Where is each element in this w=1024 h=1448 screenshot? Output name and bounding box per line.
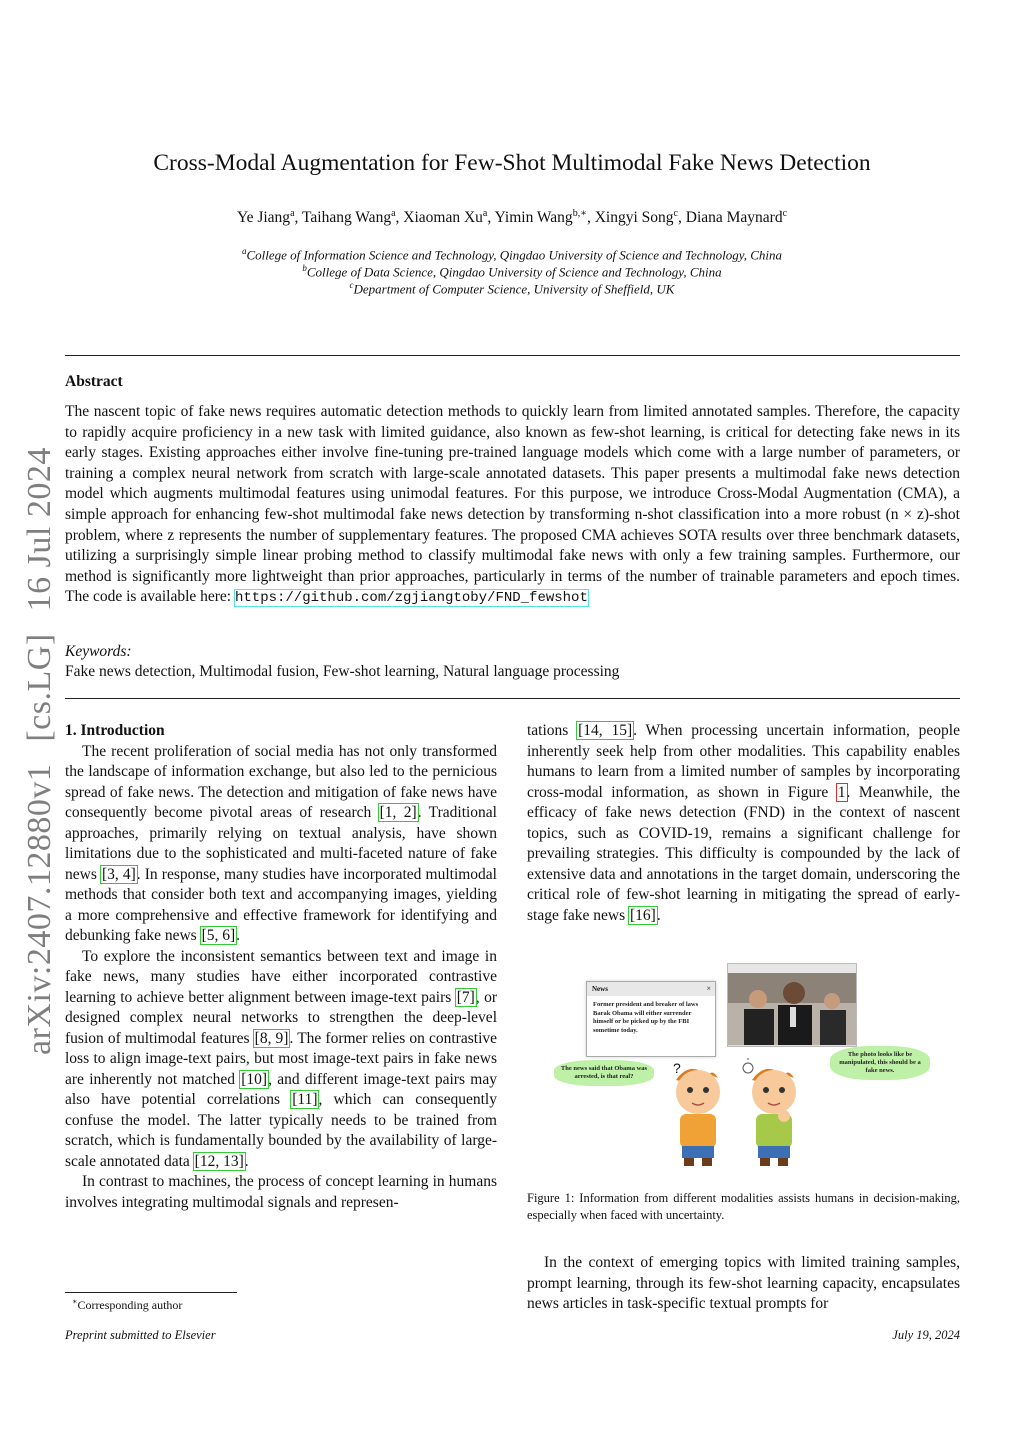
top-divider (65, 355, 960, 356)
author-name: Taihang Wang (302, 209, 392, 227)
news-photo-window (727, 963, 857, 1047)
code-url-link[interactable]: https://github.com/zgjiangtoby/FND_fewshot (235, 590, 588, 607)
affiliation-text: Department of Computer Science, University of Sheffield, UK (353, 281, 675, 297)
text-run: . (656, 906, 661, 924)
text-run: . The former relies on contrastive loss to align image-text pairs, but most image-text pairs in fake news are inherently not matched (65, 1029, 498, 1088)
children-illustration (660, 1058, 900, 1168)
question-mark-icon: ? (673, 1060, 681, 1076)
footnote (72, 1297, 182, 1313)
figure-caption: Figure 1: Information from different modalities assists humans in decision-making, especially when faced with uncertainty. (527, 1191, 960, 1222)
text-run: . When processing uncertain information, people inherently seek help from other modalities. This capability enables humans to learn from a limited number of samples by incorporating cross-modal information, as shown in Figure (527, 722, 960, 801)
author-name: Yimin Wang (494, 209, 573, 227)
arxiv-date: 16 Jul 2024 (21, 447, 58, 612)
affiliation-marker: b (302, 263, 307, 273)
text-run: , or designed complex neural networks to strengthen the deep-level fusion of multimodal features (65, 988, 497, 1047)
author-affiliation-marker: b,∗ (572, 208, 587, 219)
citation-link[interactable]: [16] (630, 906, 656, 924)
speech-bubble-right: The photo looks like be manipulated, this should be a fake news. (830, 1046, 930, 1080)
figure-reference-link[interactable]: 1 (837, 783, 846, 801)
abstract-body (65, 402, 960, 609)
left-column (65, 721, 497, 1213)
arxiv-id: arXiv:2407.12880v1 (21, 763, 58, 1055)
citation-link[interactable]: [12, 13] (194, 1152, 244, 1170)
footnote-divider (65, 1292, 237, 1293)
citation-link[interactable]: [8, 9] (254, 1029, 289, 1047)
affiliation-c (0, 280, 1024, 297)
keywords-divider (65, 698, 960, 699)
close-icon: × (706, 984, 711, 993)
text-run: tations (527, 722, 578, 739)
lightbulb-icon (743, 1058, 753, 1073)
author-name: Diana Maynard (685, 209, 783, 227)
author-list: Ye Jiang$^a$, Taihang Wang$^a$, Xiaoman Xu$^a$, Yimin Wang$^{b,∗}$, Xingyi Song$^c$, Diana Maynard$^c$ (236, 208, 788, 227)
news-card (586, 981, 716, 1057)
text-run: , and different image-text pairs may also have potential correlations (65, 1070, 497, 1108)
figure-1 (540, 958, 940, 1168)
affiliation-b (0, 263, 1024, 280)
paragraph (65, 742, 497, 947)
paper-title: Cross-Modal Augmentation for Few-Shot Multimodal Fake News Detection (153, 150, 871, 176)
abstract-heading: Abstract (65, 373, 123, 390)
affiliation-marker: a (241, 246, 247, 256)
author-affiliation-marker: c (782, 208, 788, 219)
citation-link[interactable]: [10] (241, 1070, 268, 1088)
text-run: . (244, 1152, 249, 1170)
text-run: The recent proliferation of social media has not only transformed the landscape of information exchange, but also led to the pernicious spread of fake news. The detection and mitigation of fake news have consequently become pivotal areas of research (65, 742, 497, 821)
text-run: . Meanwhile, the efficacy of fake news detection (FND) in the context of nascent topics, such as COVID-19, remains a significant challenge for prevailing strategies. This difficulty is compounded by the lack of extensive data and annotations in the target domain, underscoring the critical role of few-shot learning in mitigating the spread of early-stage fake news (527, 783, 960, 924)
footnote-text: Corresponding author (77, 1298, 183, 1312)
window-bar (728, 964, 856, 973)
news-card-title: News (592, 985, 608, 993)
author-name: Xingyi Song (594, 209, 674, 227)
right-column-lower (527, 1253, 960, 1315)
citation-link[interactable]: [3, 4] (101, 865, 136, 883)
boy-right-icon (752, 1069, 796, 1166)
paragraph (65, 1172, 497, 1213)
text-run: , which can consequently confuse the model. The latter typically needs to be trained from scratch, which is fundamentally bounded by the availability of large-scale annotated data (65, 1091, 497, 1170)
news-card-bar (587, 982, 715, 996)
arxiv-category: [cs.LG] (21, 633, 58, 742)
paragraph (527, 1253, 960, 1315)
arxiv-identifier (12, 447, 68, 1055)
affiliation-text: College of Information Science and Technology, Qingdao University of Science and Technology, China (246, 247, 783, 263)
text-run: In contrast to machines, the process of concept learning in humans involves integrating multimodal signals and represen- (65, 1173, 497, 1211)
footer-date: July 19, 2024 (892, 1328, 960, 1342)
author-affiliation-marker: a (391, 208, 396, 219)
affiliation-marker: c (349, 280, 354, 290)
author-name: Ye Jiang (236, 209, 291, 227)
affiliation-text: College of Data Science, Qingdao University of Science and Technology, China (306, 264, 722, 280)
author-affiliation-marker: a (290, 208, 295, 219)
author-affiliation-marker: a (482, 208, 488, 219)
text-run: . In response, many studies have incorporated multimodal methods that consider both text and accompanying images, yielding a more comprehensive and effective framework for identifying and debunking fake news (65, 865, 497, 944)
text-run: . Traditional approaches, primarily relying on textual analysis, have shown limitations due to the sophisticated and multi-faceted nature of fake news (65, 804, 497, 883)
footer-journal: Preprint submitted to Elsevier (65, 1328, 216, 1342)
keywords-heading: Keywords: (65, 643, 132, 660)
text-run: To explore the inconsistent semantics between text and image in fake news, many studies have either incorporated contrastive learning to achieve better alignment between image-text pairs (65, 947, 497, 1006)
citation-link[interactable]: [14, 15] (578, 722, 633, 739)
affiliation-a (0, 246, 1024, 263)
speech-bubble-left: The news said that Obama was arrested, is that real? (554, 1060, 654, 1086)
paragraph (527, 721, 960, 926)
author-name: Xiaoman Xu (403, 209, 483, 227)
text-run: . (236, 927, 241, 944)
citation-link[interactable]: [7] (456, 988, 475, 1006)
abstract-text: The nascent topic of fake news requires automatic detection methods to quickly learn from limited annotated samples. Therefore, the capacity to rapidly acquire proficiency in a new task with limited guidance, also known as few-shot learning, is critical for detecting fake news in its early stages. Existing approaches either involve fine-tuning pre-trained language models which come with a large number of parameters, or training a complex neural network from scratch with large-scale annotated datasets. This paper presents a multimodal fake news detection model which augments multimodal features using unimodal features. For this purpose, we introduce Cross-Modal Augmentation (CMA), a simple approach for enhancing few-shot multimodal fake news detection by transforming n-shot classification into a more robust (n × z)-shot problem, where z represents the number of supplementary features. The proposed CMA achieves SOTA results over three benchmark datasets, utilizing a surprisingly simple linear probing method to classify multimodal fake news with only a few training samples. Furthermore, our method is significantly more lightweight than prior approaches, particularly in terms of the number of trainable parameters and epoch times. The code is available here: (65, 403, 960, 606)
citation-link[interactable]: [1, 2] (379, 804, 417, 821)
right-column (527, 721, 960, 926)
citation-link[interactable]: [5, 6] (201, 927, 236, 944)
footnote-marker: ∗ (72, 1297, 78, 1306)
citation-link[interactable]: [11] (292, 1091, 318, 1108)
news-card-text: Former president and breaker of laws Barak Obama will either surrender himself or be picked up by the FBI sometime today. (593, 1001, 699, 1034)
boy-left-icon (676, 1069, 720, 1166)
author-affiliation-marker: c (673, 208, 678, 219)
keywords-text: Fake news detection, Multimodal fusion, Few-shot learning, Natural language processing (65, 663, 620, 680)
paragraph (65, 947, 497, 1173)
news-photo (728, 973, 856, 1045)
section-heading-introduction: 1. Introduction (65, 722, 165, 739)
text-run: In the context of emerging topics with limited training samples, prompt learning, through its few-shot learning capacity, encapsulates news articles in task-specific textual prompts for (527, 1254, 960, 1312)
